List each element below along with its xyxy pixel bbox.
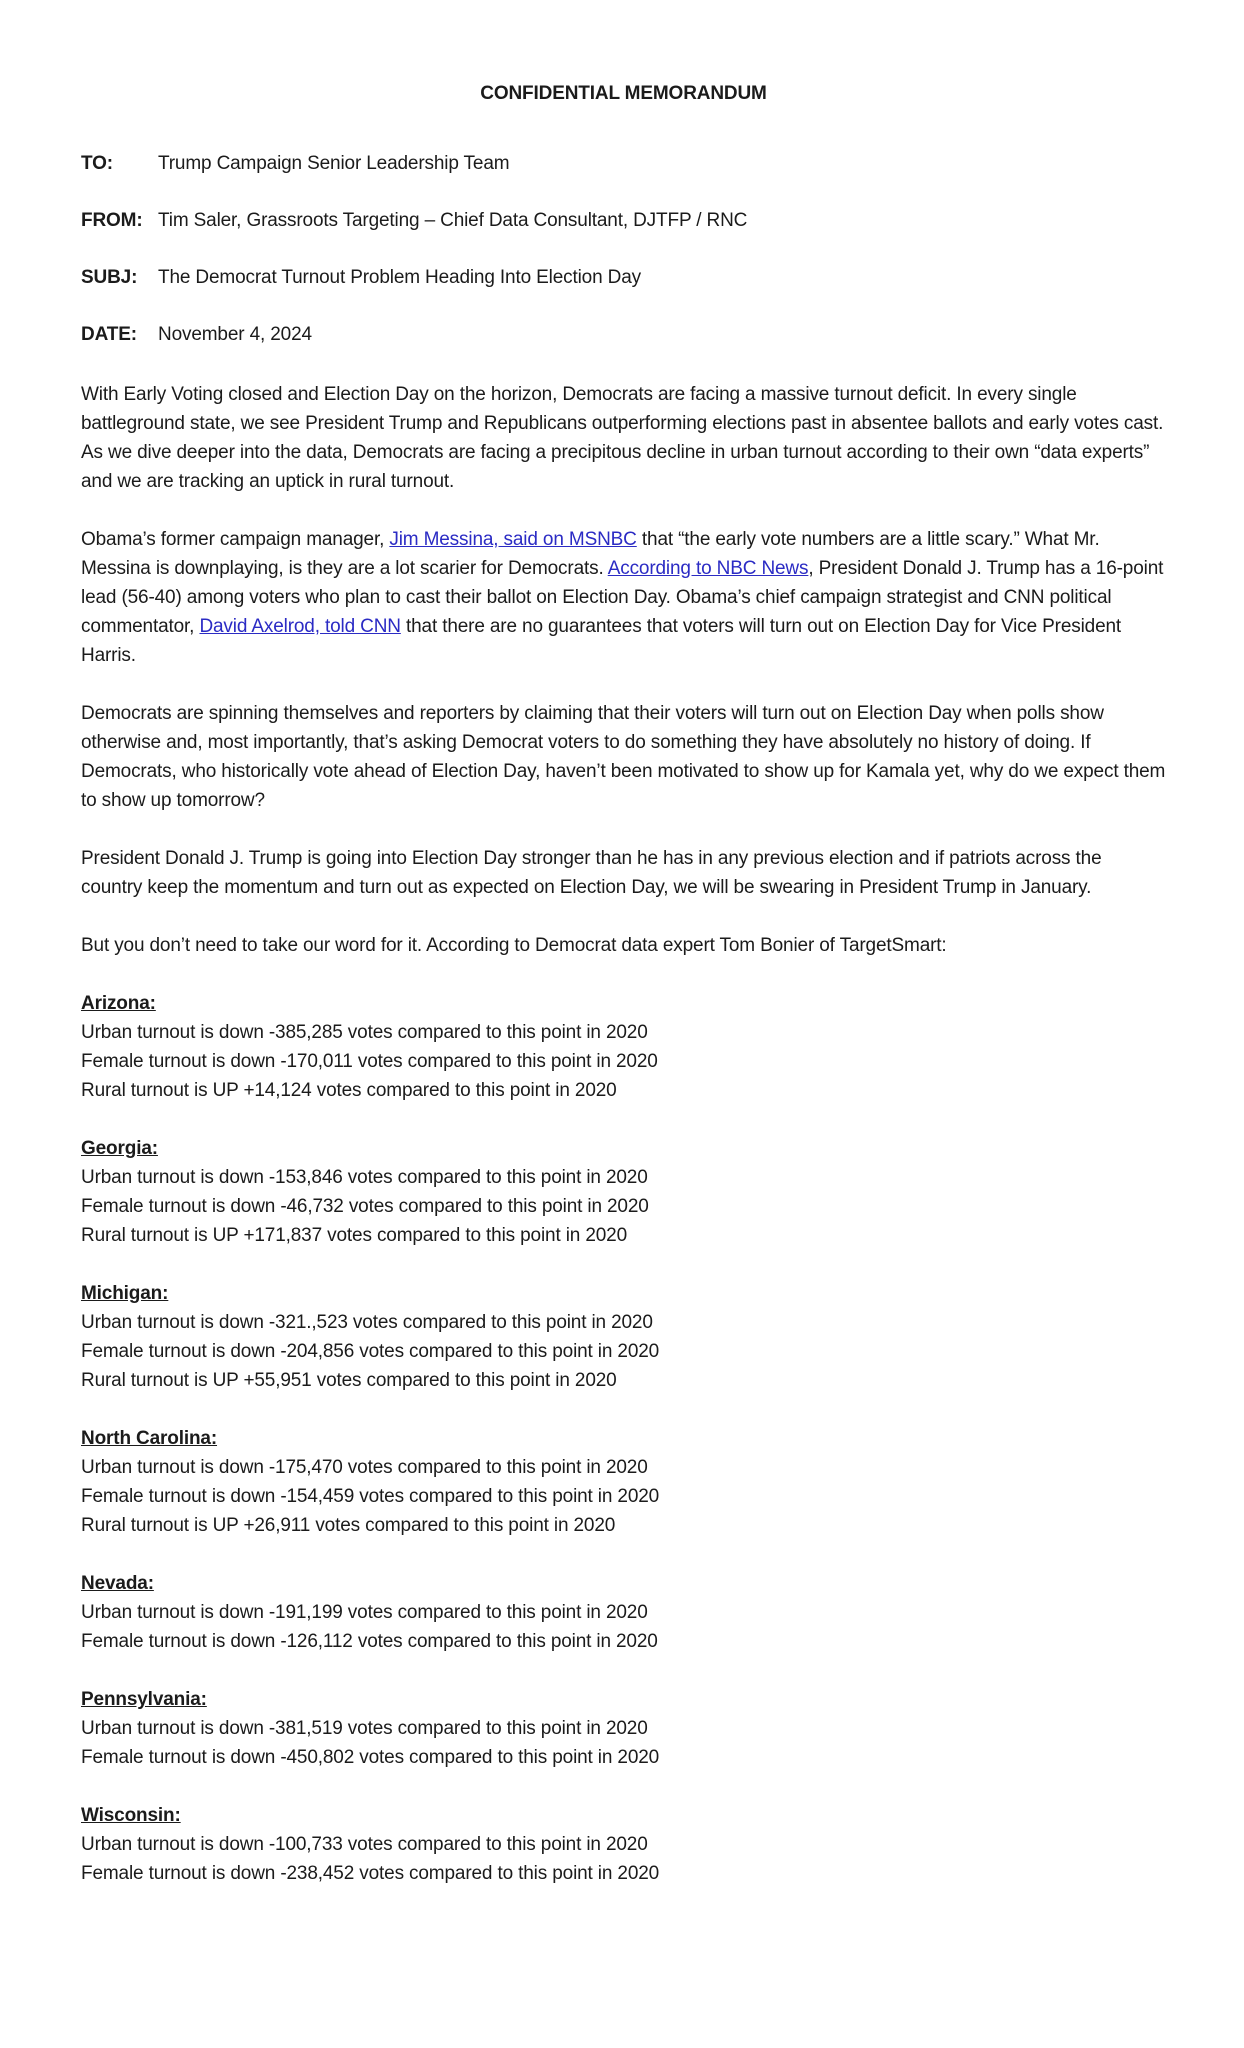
- state-section: [81, 1424, 1166, 1540]
- state-section: [81, 1685, 1166, 1772]
- turnout-stat-line: Female turnout is down -238,452 votes compared to this point in 2020: [81, 1863, 660, 1884]
- turnout-stat-line: Female turnout is down -126,112 votes compared to this point in 2020: [81, 1631, 658, 1652]
- memo-field-row: [81, 323, 1166, 346]
- state-section: [81, 1279, 1166, 1395]
- memo-field-row: [81, 266, 1166, 289]
- body-paragraph: President Donald J. Trump is going into Election Day stronger than he has in any previous election and if patriots across the country keep the momentum and turn out as expected on Election Day, we will be swearing in President Trump in January.: [81, 848, 1102, 898]
- turnout-stat-line: Female turnout is down -204,856 votes compared to this point in 2020: [81, 1341, 660, 1362]
- memo-field-label: FROM:: [81, 210, 143, 231]
- turnout-stat-line: Urban turnout is down -191,199 votes compared to this point in 2020: [81, 1602, 648, 1623]
- body-paragraph: But you don’t need to take our word for it. According to Democrat data expert Tom Bonier of TargetSmart:: [81, 935, 947, 956]
- turnout-stat-line: Rural turnout is UP +55,951 votes compared to this point in 2020: [81, 1370, 617, 1391]
- turnout-stat-line: Rural turnout is UP +26,911 votes compared to this point in 2020: [81, 1515, 616, 1536]
- state-section: [81, 1134, 1166, 1250]
- inline-link[interactable]: Jim Messina, said on MSNBC: [389, 529, 637, 550]
- body-paragraph: Democrats are spinning themselves and reporters by claiming that their voters will turn out on Election Day when polls show otherwise and, most importantly, that’s asking Democrat voters to do something they have absolutely no history of doing. If Democrats, who historically vote ahead of Election Day, haven’t been motivated to show up for Kamala yet, why do we expect them to show up tomorrow?: [81, 703, 1166, 811]
- memo-body: [81, 380, 1166, 960]
- inline-link[interactable]: David Axelrod, told CNN: [199, 616, 401, 637]
- turnout-stat-line: Urban turnout is down -153,846 votes compared to this point in 2020: [81, 1167, 648, 1188]
- memo-field-value: Tim Saler, Grassroots Targeting – Chief Data Consultant, DJTFP / RNC: [158, 210, 748, 231]
- turnout-stat-line: Urban turnout is down -385,285 votes compared to this point in 2020: [81, 1022, 648, 1043]
- state-heading: Wisconsin:: [81, 1805, 181, 1826]
- inline-link[interactable]: According to NBC News: [607, 558, 809, 579]
- memo-field-label: SUBJ:: [81, 267, 138, 288]
- state-section: [81, 1801, 1166, 1888]
- memo-field-label: DATE:: [81, 324, 137, 345]
- state-heading: Arizona:: [81, 993, 156, 1014]
- turnout-stat-line: Female turnout is down -154,459 votes compared to this point in 2020: [81, 1486, 660, 1507]
- memo-field-label: TO:: [81, 153, 113, 174]
- memo-field-row: [81, 152, 1166, 175]
- state-heading: Georgia:: [81, 1138, 158, 1159]
- turnout-stat-line: Rural turnout is UP +14,124 votes compared to this point in 2020: [81, 1080, 617, 1101]
- body-paragraph: Obama’s former campaign manager, Jim Messina, said on MSNBC that “the early vote numbers are a little scary.” What Mr. Messina is downplaying, is they are a lot scarier for Democrats. According to NBC News, President Donald J. Trump has a 16-point lead (56-40) among voters who plan to cast their ballot on Election Day. Obama’s chief campaign strategist and CNN political commentator, David Axelrod, told CNN that there are no guarantees that voters will turn out on Election Day for Vice President Harris.: [81, 529, 1164, 666]
- turnout-stat-line: Urban turnout is down -381,519 votes compared to this point in 2020: [81, 1718, 648, 1739]
- turnout-stat-line: Female turnout is down -46,732 votes compared to this point in 2020: [81, 1196, 649, 1217]
- memo-field-value: November 4, 2024: [158, 324, 312, 345]
- turnout-stat-line: Urban turnout is down -321.,523 votes compared to this point in 2020: [81, 1312, 653, 1333]
- state-heading: Pennsylvania:: [81, 1689, 207, 1710]
- turnout-stat-line: Female turnout is down -170,011 votes compared to this point in 2020: [81, 1051, 658, 1072]
- state-section: [81, 989, 1166, 1105]
- turnout-stat-line: Urban turnout is down -100,733 votes compared to this point in 2020: [81, 1834, 648, 1855]
- memo-field-row: [81, 209, 1166, 232]
- turnout-stat-line: Rural turnout is UP +171,837 votes compared to this point in 2020: [81, 1225, 627, 1246]
- state-heading: Nevada:: [81, 1573, 154, 1594]
- memo-title: CONFIDENTIAL MEMORANDUM: [480, 83, 767, 104]
- memo-field-value: The Democrat Turnout Problem Heading Into Election Day: [158, 267, 641, 288]
- memo-field-value: Trump Campaign Senior Leadership Team: [158, 153, 510, 174]
- state-heading: Michigan:: [81, 1283, 169, 1304]
- memo-header: [81, 152, 1166, 346]
- state-heading: North Carolina:: [81, 1428, 218, 1449]
- turnout-stat-line: Urban turnout is down -175,470 votes compared to this point in 2020: [81, 1457, 648, 1478]
- turnout-stat-line: Female turnout is down -450,802 votes compared to this point in 2020: [81, 1747, 660, 1768]
- state-sections: [81, 989, 1166, 1888]
- body-paragraph: With Early Voting closed and Election Day on the horizon, Democrats are facing a massive turnout deficit. In every single battleground state, we see President Trump and Republicans outperforming elections past in absentee ballots and early votes cast. As we dive deeper into the data, Democrats are facing a precipitous decline in urban turnout according to their own “data experts” and we are tracking an uptick in rural turnout.: [81, 384, 1164, 492]
- state-section: [81, 1569, 1166, 1656]
